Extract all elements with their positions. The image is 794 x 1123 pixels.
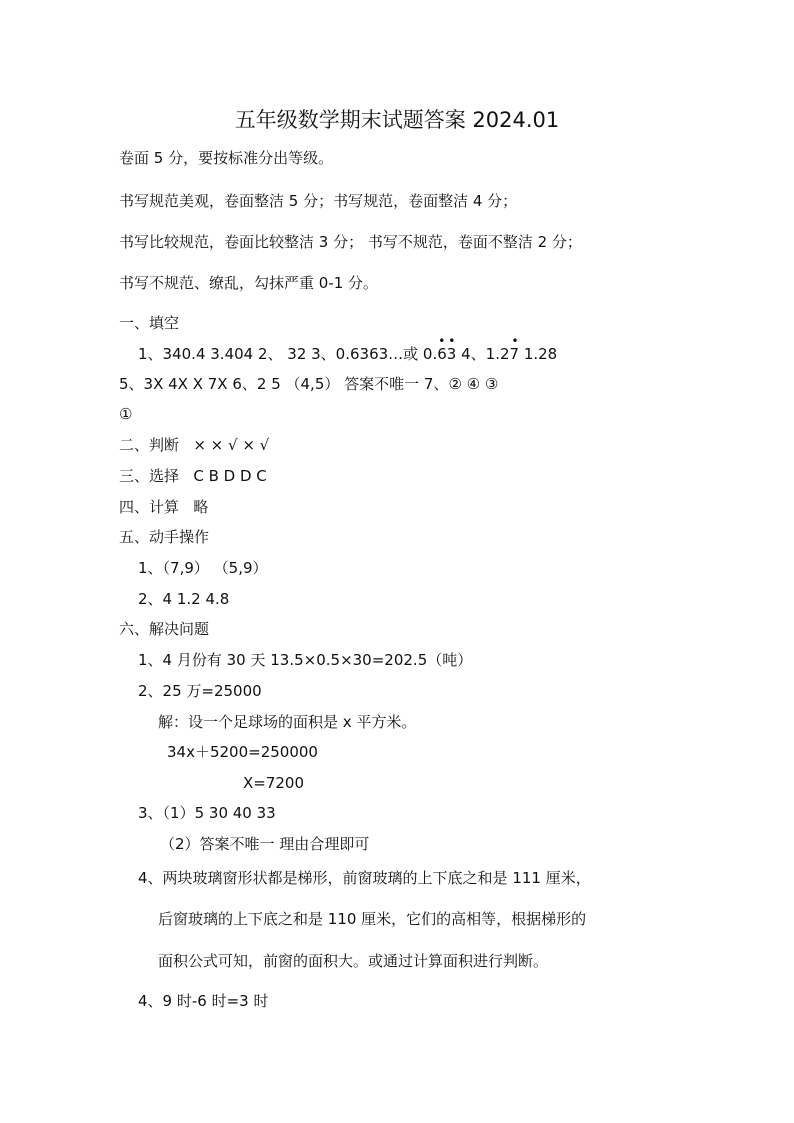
preface-line-1: 卷面 5 分，要按标准分出等级。	[119, 149, 334, 167]
section-4	[119, 496, 208, 518]
preface-line-4: 书写不规范、缭乱，勾抹严重 0-1 分。	[119, 274, 379, 292]
section-6-item-3-part-2: （2）答案不唯一 理由合理即可	[160, 835, 370, 853]
section-3-answers: C B D D C	[193, 467, 267, 485]
section-6-item-1: 1、4 月份有 30 天 13.5×0.5×30=202.5（吨）	[138, 651, 473, 669]
section-5-item-1: 1、（7,9） （5,9）	[138, 559, 268, 577]
section-2-heading: 二、判断	[119, 436, 180, 454]
section-1-line-1: 1、340.4 3.404 2、 32 3、0.6363…或 0. • • 63 4、1.2 • 7 1.28	[138, 334, 558, 363]
section-5-item-2: 2、4 1.2 4.8	[138, 590, 230, 608]
section-6-item-2: 2、25 万=25000	[138, 682, 262, 700]
section-1-line-3: ①	[119, 405, 133, 423]
section-6-item-4-line-2: 后窗玻璃的上下底之和是 110 厘米，它们的高相等，根据梯形的	[158, 910, 587, 928]
section-1-heading: 一、填空	[119, 314, 180, 332]
repeating-decimal-7: • 7	[509, 334, 520, 363]
preface-line-3: 书写比较规范，卷面比较整洁 3 分； 书写不规范，卷面不整洁 2 分；	[119, 233, 582, 251]
section-4-heading: 四、计算	[119, 498, 180, 516]
section-6-heading: 六、解决问题	[119, 620, 210, 638]
section-2	[119, 434, 269, 456]
repeat-dot-icon: •	[511, 334, 519, 348]
section-3-heading: 三、选择	[119, 467, 180, 485]
page-title: 五年级数学期末试题答案 2024.01	[234, 108, 560, 132]
section-2-answers: × × √ × √	[193, 436, 270, 454]
section-4-answers: 略	[193, 498, 209, 516]
section-6-item-4-line-3: 面积公式可知，前窗的面积大。或通过计算面积进行判断。	[158, 952, 549, 970]
section-6-item-2-equation-2: X=7200	[243, 774, 305, 792]
section-3	[119, 465, 267, 487]
section-6-item-5: 4、9 时-6 时=3 时	[138, 992, 269, 1010]
repeat-dot-icon: •	[448, 334, 456, 348]
section-1-line-2: 5、3X 4X X 7X 6、2 5 （4,5） 答案不唯一 7、② ④ ③	[119, 375, 499, 393]
section-6-item-2-equation-1: 34x＋5200=250000	[167, 743, 318, 761]
section-6-item-4-line-1: 4、两块玻璃窗形状都是梯形，前窗玻璃的上下底之和是 111 厘米，	[138, 869, 591, 887]
preface-line-2: 书写规范美观，卷面整洁 5 分；书写规范，卷面整洁 4 分；	[119, 192, 518, 210]
section-6-item-2-solution: 解：设一个足球场的面积是 x 平方米。	[158, 713, 417, 731]
repeating-decimal-63: • • 63	[437, 334, 457, 363]
section-5-heading: 五、动手操作	[119, 528, 210, 546]
section-6-item-3-part-1: 3、（1）5 30 40 33	[138, 804, 276, 822]
repeat-dot-icon: •	[438, 334, 446, 348]
